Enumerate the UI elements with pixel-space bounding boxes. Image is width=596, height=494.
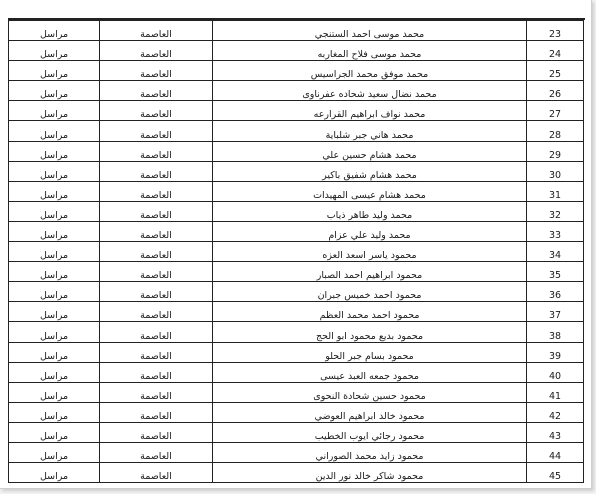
table-row: [9, 463, 584, 483]
row-number-cell: 33: [527, 221, 584, 241]
region-cell: العاصمة: [100, 463, 213, 483]
stage-cell: مراسل: [9, 362, 100, 382]
row-number-cell: 34: [527, 242, 584, 262]
stage-cell: مراسل: [9, 342, 100, 362]
stage-cell: مراسل: [9, 101, 100, 121]
row-number-cell: 42: [527, 402, 584, 422]
table-row: [9, 262, 584, 282]
name-cell: محمد موفق محمد الجراسيس: [213, 61, 527, 81]
region-cell: العاصمة: [100, 282, 213, 302]
name-cell: محمد نواف ابراهيم القرارعه: [213, 101, 527, 121]
region-cell: العاصمة: [100, 221, 213, 241]
name-cell: محمد موسى فلاح المغاربه: [213, 41, 527, 61]
table-row: [9, 282, 584, 302]
name-cell: محمد نضال سعيد شحاده عفرناوى: [213, 81, 527, 101]
region-cell: العاصمة: [100, 242, 213, 262]
region-cell: العاصمة: [100, 342, 213, 362]
table-row: [9, 402, 584, 422]
name-cell: محمود رجائي ايوب الخطيب: [213, 422, 527, 442]
row-number-cell: 25: [527, 61, 584, 81]
table-row: [9, 181, 584, 201]
region-cell: العاصمة: [100, 262, 213, 282]
table-row: [9, 41, 584, 61]
row-number-cell: 35: [527, 262, 584, 282]
stage-cell: مراسل: [9, 161, 100, 181]
name-cell: محمد موسى احمد الستنجي: [213, 21, 527, 41]
region-cell: العاصمة: [100, 402, 213, 422]
region-cell: العاصمة: [100, 81, 213, 101]
stage-cell: مراسل: [9, 442, 100, 462]
table-row: [9, 382, 584, 402]
stage-cell: مراسل: [9, 61, 100, 81]
row-number-cell: 32: [527, 201, 584, 221]
table-row: [9, 161, 584, 181]
row-number-cell: 37: [527, 302, 584, 322]
region-cell: العاصمة: [100, 362, 213, 382]
region-cell: العاصمة: [100, 41, 213, 61]
name-cell: محمود شاكر خالد نور الدين: [213, 463, 527, 483]
table-row: [9, 141, 584, 161]
row-number-cell: 41: [527, 382, 584, 402]
stage-cell: مراسل: [9, 121, 100, 141]
region-cell: العاصمة: [100, 302, 213, 322]
stage-cell: مراسل: [9, 302, 100, 322]
row-number-cell: 28: [527, 121, 584, 141]
row-number-cell: 45: [527, 463, 584, 483]
stage-cell: مراسل: [9, 201, 100, 221]
region-cell: العاصمة: [100, 322, 213, 342]
name-cell: محمود ياسر اسعد العزه: [213, 242, 527, 262]
region-cell: العاصمة: [100, 382, 213, 402]
name-cell: محمد هشام شفيق باكير: [213, 161, 527, 181]
name-cell: محمود بديع محمود ابو الحج: [213, 322, 527, 342]
region-cell: العاصمة: [100, 442, 213, 462]
row-number-cell: 29: [527, 141, 584, 161]
row-number-cell: 31: [527, 181, 584, 201]
table-row: [9, 362, 584, 382]
row-number-cell: 36: [527, 282, 584, 302]
stage-cell: مراسل: [9, 141, 100, 161]
name-cell: محمود حسين شحادة النحوى: [213, 382, 527, 402]
region-cell: العاصمة: [100, 61, 213, 81]
stage-cell: مراسل: [9, 262, 100, 282]
table-row: [9, 201, 584, 221]
name-cell: محمود احمد خميس جبران: [213, 282, 527, 302]
stage-cell: مراسل: [9, 282, 100, 302]
table-row: [9, 21, 584, 41]
stage-cell: مراسل: [9, 463, 100, 483]
region-cell: العاصمة: [100, 121, 213, 141]
stage-cell: مراسل: [9, 322, 100, 342]
region-cell: العاصمة: [100, 181, 213, 201]
row-number-cell: 26: [527, 81, 584, 101]
region-cell: العاصمة: [100, 201, 213, 221]
row-number-cell: 39: [527, 342, 584, 362]
name-cell: محمد هاني جبر شلباية: [213, 121, 527, 141]
names-table: [8, 20, 584, 483]
name-cell: محمد هشام حسين علي: [213, 141, 527, 161]
region-cell: العاصمة: [100, 141, 213, 161]
table-row: [9, 242, 584, 262]
names-table-body: [9, 21, 584, 483]
table-row: [9, 101, 584, 121]
row-number-cell: 27: [527, 101, 584, 121]
row-number-cell: 43: [527, 422, 584, 442]
name-cell: محمود بسام جبر الحلو: [213, 342, 527, 362]
stage-cell: مراسل: [9, 181, 100, 201]
name-cell: محمد وليد علي عزام: [213, 221, 527, 241]
row-number-cell: 38: [527, 322, 584, 342]
region-cell: العاصمة: [100, 422, 213, 442]
row-number-cell: 23: [527, 21, 584, 41]
region-cell: العاصمة: [100, 101, 213, 121]
table-row: [9, 61, 584, 81]
region-cell: العاصمة: [100, 161, 213, 181]
stage-cell: مراسل: [9, 41, 100, 61]
table-row: [9, 422, 584, 442]
table-row: [9, 302, 584, 322]
table-row: [9, 442, 584, 462]
stage-cell: مراسل: [9, 221, 100, 241]
region-cell: العاصمة: [100, 21, 213, 41]
row-number-cell: 40: [527, 362, 584, 382]
name-cell: محمد وليد طاهر ذياب: [213, 201, 527, 221]
name-cell: محمود زايد محمد الصوراني: [213, 442, 527, 462]
table-row: [9, 342, 584, 362]
row-number-cell: 44: [527, 442, 584, 462]
stage-cell: مراسل: [9, 402, 100, 422]
name-cell: محمود جمعه العبد عيسى: [213, 362, 527, 382]
name-cell: محمود احمد محمد العظم: [213, 302, 527, 322]
stage-cell: مراسل: [9, 81, 100, 101]
table-row: [9, 121, 584, 141]
table-row: [9, 221, 584, 241]
stage-cell: مراسل: [9, 382, 100, 402]
table-row: [9, 322, 584, 342]
table-row: [9, 81, 584, 101]
name-cell: محمود ابراهيم احمد الصبار: [213, 262, 527, 282]
row-number-cell: 24: [527, 41, 584, 61]
stage-cell: مراسل: [9, 422, 100, 442]
stage-cell: مراسل: [9, 242, 100, 262]
name-cell: محمود خالد ابراهيم العوضي: [213, 402, 527, 422]
row-number-cell: 30: [527, 161, 584, 181]
name-cell: محمد هشام عيسى المهيدات: [213, 181, 527, 201]
stage-cell: مراسل: [9, 21, 100, 41]
